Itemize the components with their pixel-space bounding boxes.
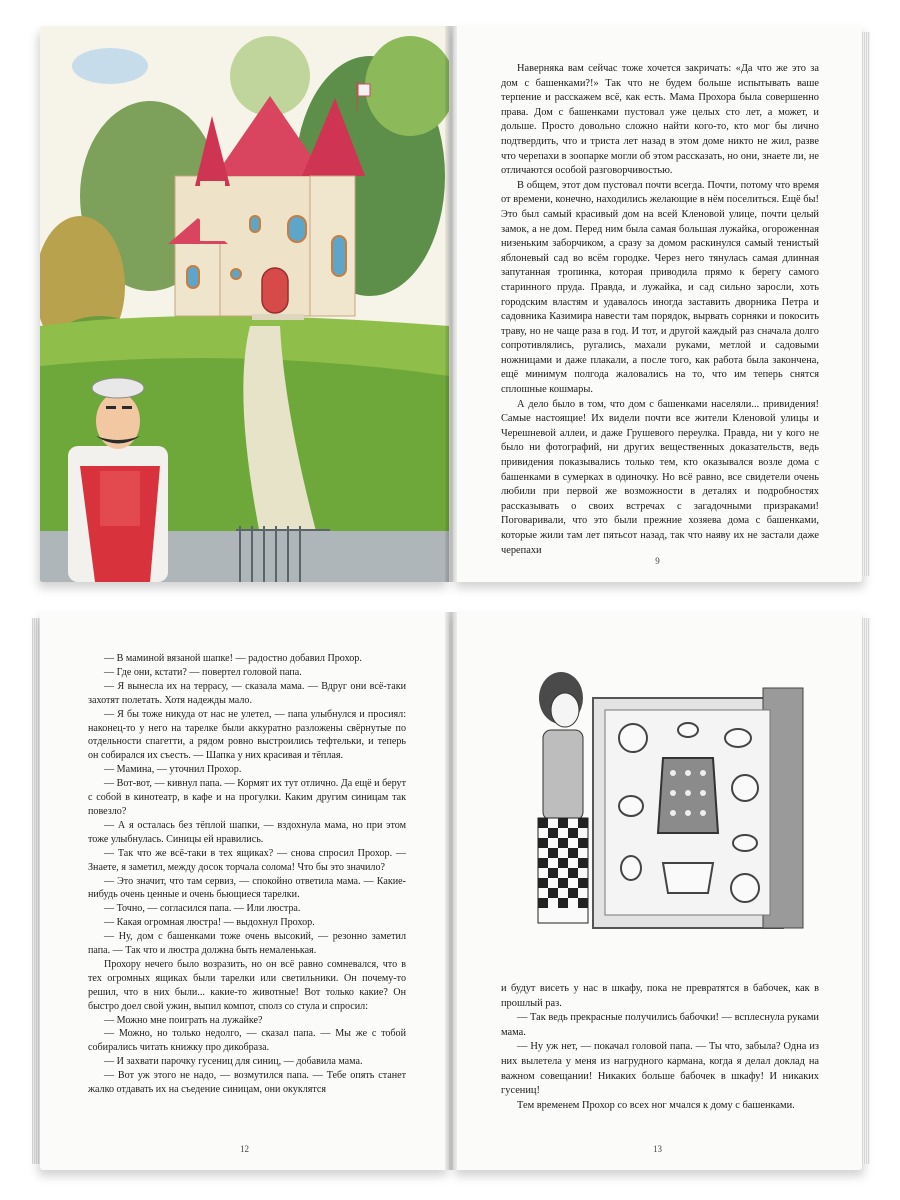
paragraph: — Вот-вот, — кивнул папа. — Кормят их тут отлично. Да ещё и берут с собой в кинотеатр, в кафе и на прогулки. Каким другим синицам так повезло? bbox=[88, 778, 406, 817]
book-spread-bottom bbox=[40, 612, 862, 1170]
paragraph: — Это значит, что там сервиз, — спокойно ответила мама. — Какие-нибудь очень ценные и очень бьющиеся тарелки. bbox=[88, 875, 406, 901]
paragraph: — Я бы тоже никуда от нас не улетел, — папа улыбнулся и просиял: наконец-то у него на тарелке были аккуратно разложены свёрнутые по отдельности спагетти, а рядом ровно выстроились тефтельки, и теперь он собирался их съесть. — Шапка у них красивая и тёплая. bbox=[88, 708, 406, 762]
paragraph: — Мамина, — уточнил Прохор. bbox=[104, 764, 242, 776]
page-number: 13 bbox=[653, 1144, 662, 1154]
page-edges bbox=[862, 618, 870, 1164]
book-gutter bbox=[445, 26, 457, 582]
book-gutter bbox=[445, 612, 457, 1170]
paragraph: А дело было в том, что дом с башенками населяли... привидения! Самые настоящие! Их видели почти все жители Кленовой улицы и Черешневой аллеи, и даже Грушевого переулка. Правда, ни у кого не было ни фотографий, ни других вещественных доказательств, ведь привидения показывались только тем, кто оказывался возле дома с башенками в сумерках в одиночку. Но всё равно, все свидетели очень любили при первой же возможности в деталях и подробностях рассказывать о своих встречах с загадочными призраками! Поговаривали, что это были прежние хозяева дома с башенками, которые жили там лет пятьсот назад, так что наяву их не застали даже черепахи bbox=[501, 398, 819, 556]
paragraph: — В маминой вязаной шапке! — радостно добавил Прохор. bbox=[104, 653, 362, 664]
paragraph: — Где они, кстати? — повертел головой папа. bbox=[104, 666, 302, 678]
paragraph: — Так что же всё-таки в тех ящиках? — снова спросил Прохор. — Знаете, я заметил, между досок торчала солома! Что бы это значило? bbox=[88, 847, 406, 873]
page-13 bbox=[453, 612, 862, 1170]
page-8-illustration bbox=[40, 26, 449, 582]
paragraph: — А я осталась без тёплой шапки, — вздохнула мама, но при этом тоже улыбнулась. Синицы ей нравились. bbox=[88, 819, 406, 845]
page-12 bbox=[40, 612, 449, 1170]
paragraph: — Ну уж нет, — покачал головой папа. — Ты что, забыла? Одна из них вылетела у меня из нагрудного кармана, когда я делал доклад на важном совещании! Никаких больше бабочек в шкафу! И никаких гусениц! bbox=[501, 1041, 819, 1097]
paragraph: — Можно мне поиграть на лужайке? bbox=[104, 1014, 263, 1026]
paragraph: — Ну, дом с башенками тоже очень высокий, — резонно заметил папа. — Так что и люстра должна быть немаленькая. bbox=[88, 931, 406, 957]
paragraph: — Точно, — согласился папа. — Или люстра. bbox=[104, 903, 301, 915]
page-9 bbox=[453, 26, 862, 582]
paragraph: Наверняка вам сейчас тоже хочется закричать: «Да что же это за дом с башенками?!» Так что не будем больше испытывать ваше терпение и расскажем всё, как есть. Мама Прохора была совершенно права. Дом с башенками пустовал уже целых сто лет, а может, и дольше. Просто довольно сложно найти кого-то, кто мог бы лично подтвердить, что и триста лет назад в этом доме никто не жил, разве что черепахи в зоопарке могли об этом рассказать, но они, знаете ли, не отличаются особой разговорчивостью. bbox=[501, 63, 819, 177]
paragraph: — И захвати парочку гусениц для синиц, — добавила мама. bbox=[104, 1056, 363, 1068]
paragraph: — Вот уж этого не надо, — возмутился папа. — Тебе опять станет жалко отдавать их на съедение синицам, они окуклятся bbox=[88, 1070, 406, 1096]
book-spread-top bbox=[40, 26, 862, 582]
page-9-text bbox=[501, 62, 819, 558]
page-12-text bbox=[88, 652, 406, 1097]
paragraph: и будут висеть у нас в шкафу, пока не превратятся в бабочек, как в прошлый раз. bbox=[501, 983, 819, 1009]
page-edges bbox=[862, 32, 870, 576]
paragraph: — Какая огромная люстра! — выдохнул Прохор. bbox=[104, 917, 315, 929]
paragraph: — Так ведь прекрасные получились бабочки! — всплеснула руками мама. bbox=[501, 1012, 819, 1038]
paragraph: Прохору нечего было возразить, но он всё равно сомневался, что в тех огромных ящиках были тарелки или светильники. Он почему-то решил, что в них были... какие-то животные! Вот только какие? Он быстро доел свой ужин, выпил компот, сполз со стула и спросил: bbox=[88, 958, 406, 1012]
paragraph: — Можно, но только недолго, — сказал папа. — Мы же с тобой собирались читать книжку про дикобраза. bbox=[88, 1028, 406, 1054]
castle-illustration bbox=[40, 26, 449, 582]
page-13-text bbox=[501, 982, 819, 1113]
paragraph: — Я вынесла их на террасу, — сказала мама. — Вдруг они всё-таки захотят полетать. Хотя надежды мало. bbox=[88, 680, 406, 706]
paragraph: В общем, этот дом пустовал почти всегда. Почти, потому что время от времени, конечно, находились желающие в нём поселиться. Ещё бы! Это был самый красивый дом на всей Кленовой улице, почти целый замок, а не дом. Перед ним была самая большая лужайка, огороженная низеньким заборчиком, а сразу за домом раскинулся самый тенистый яблоневый сад во всём городке. Через него тянулась самая длинная запутанная тропинка, которая приводила прямо к берегу самого старинного пруда. Правда, и лужайка, и сад сильно заросли, хоть городским властям и удавалось иногда заставить дворника Петра и садовника Казимира навести там порядок, вырвать сорняки и покосить траву, но не чаще раза в год. И тот, и другой каждый раз сначала долго сопротивлялись, ругались, махали руками, метлой и садовыми ножницами и даже плакали, а после того, как работа была закончена, ещё минимум полгода жаловались на то, что им теперь снятся сплошные кошмары. bbox=[501, 179, 819, 396]
page-edges bbox=[32, 618, 40, 1164]
paragraph: Тем временем Прохор со всех ног мчался к дому с башенками. bbox=[517, 1099, 795, 1111]
page-number: 9 bbox=[655, 556, 660, 566]
woman-cupboard-illustration bbox=[513, 658, 813, 930]
page-number: 12 bbox=[240, 1144, 249, 1154]
